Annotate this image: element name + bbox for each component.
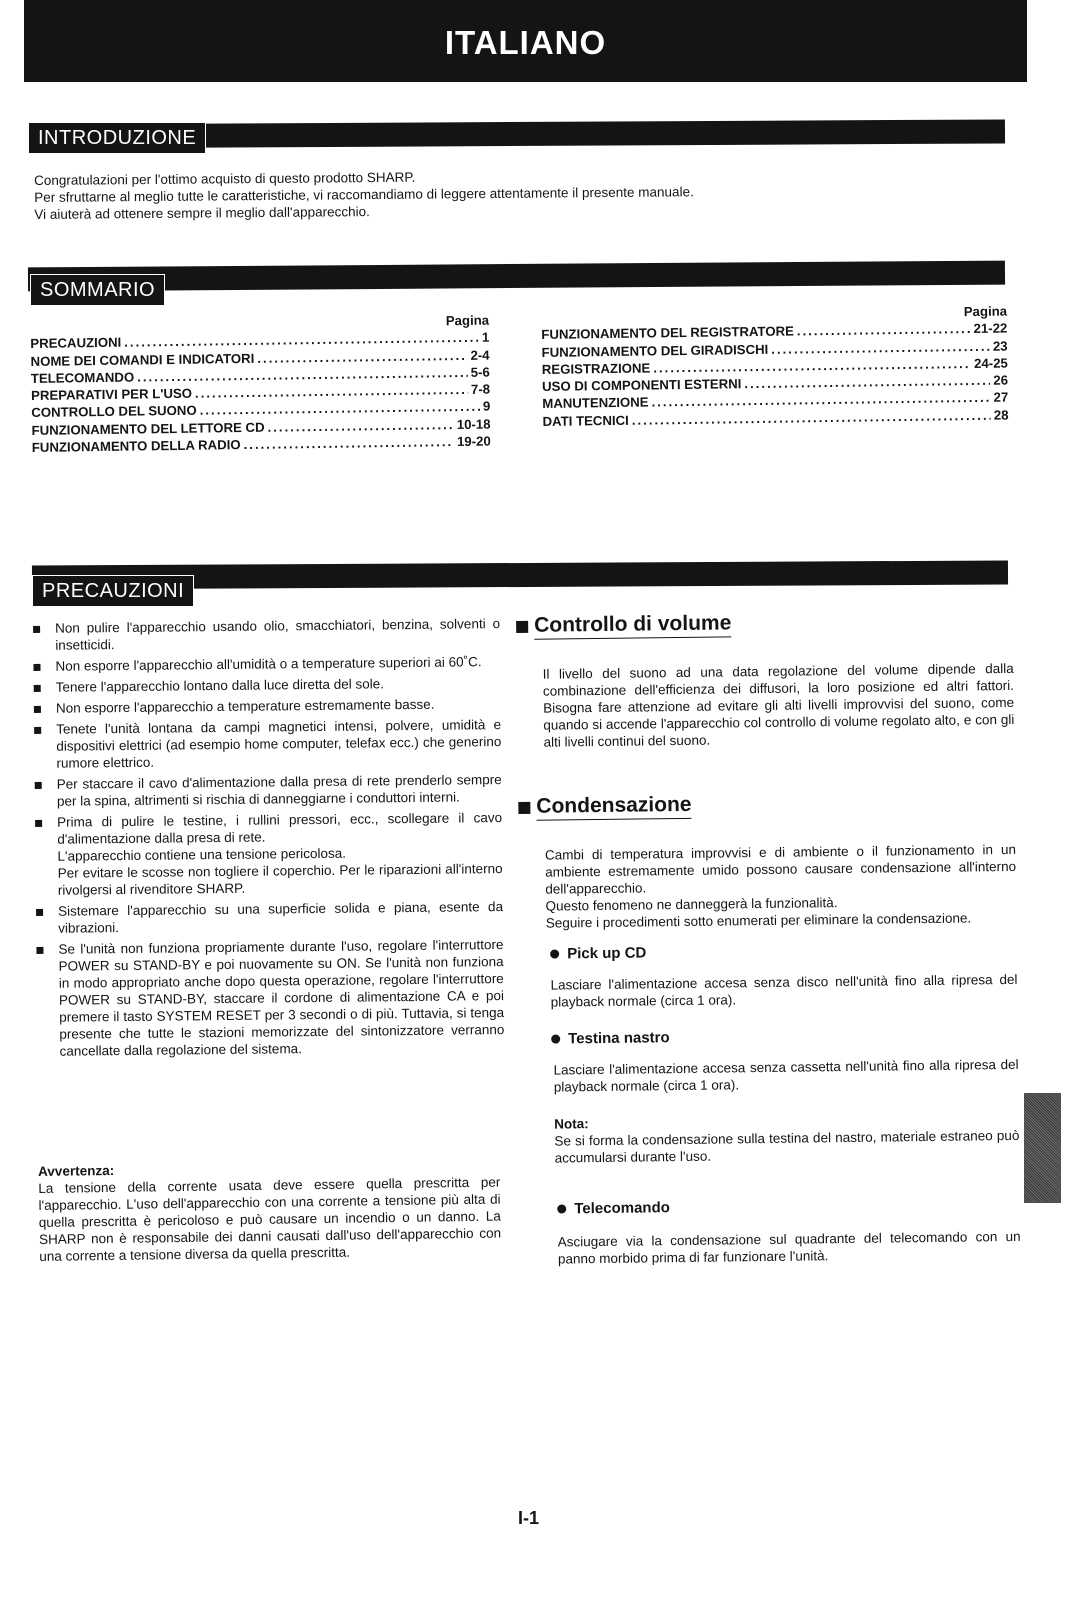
warning-block <box>38 1157 501 1265</box>
list-item: Per staccare il cavo d'alimentazione dalla presa di rete prenderlo sempre per la spina, altrimenti si rischia di danneggiarne i conduttori interni. <box>32 771 502 810</box>
pickup-text: Lasciare l'alimentazione accesa senza disco nell'unità fino alla ripresa del playback normale (circa 1 ora). <box>550 971 1018 1010</box>
volume-text: Il livello del suono ad una data regolazione del volume dipende dalla combinazione dell'efficienza dei diffusori, la loro posizione ed altri fattori. Bisogna fare attenzione ad evitare gli alti livelli improvvisi del suono, come quando si accende l'apparecchio col controllo di volume regolato alto, e con gli alti livelli continui del suono. <box>542 660 1015 750</box>
heading-square-icon <box>518 802 530 814</box>
list-item: Non esporre l'apparecchio a temperature estremamente basse. <box>31 695 501 717</box>
toc-page-label: Pagina <box>963 303 1008 320</box>
list-item: Se l'unità non funziona propriamente durante l'uso, regolare l'interruttore POWER su STAND-BY e poi nuovamente su ON. Se l'unità non funziona in modo appropriato anche dopo questa operazione, regolare l'interruttore POWER su STAND-BY, staccare il cordone di alimentazione CA e poi premere il tasto SYSTEM RESET per 3 secondi o di più. Tuttavia, si tenga presente che tutte le stazioni memorizzate del sintonizzatore verranno cancellate dalla regolazione del sistema. <box>33 936 504 1060</box>
bullet-square-icon <box>35 820 42 827</box>
remote-heading: Telecomando <box>557 1195 1020 1218</box>
toc-entry: REGISTRAZIONE ..... 24-25 <box>542 354 1008 378</box>
pickup-heading: Pick up CD <box>550 940 1017 963</box>
condensation-text: Cambi di temperatura improvvisi e di ambiente o il funzionamento in un ambiente estremamente umido possono causare condensazione all'interno dell'apparecchio. Questo fenomeno ne danneggerà la funzionalità. Seguire i procedimenti sotto enumerati per eliminare la condensazione. <box>544 841 1017 931</box>
tape-heading: Testina nastro <box>551 1025 1018 1048</box>
list-item: Non esporre l'apparecchio all'umidità o a temperature superiori ai 60˚C. <box>30 653 500 675</box>
note-text: Se si forma la condensazione sulla testina del nastro, materiale estraneo può accumularsi durante l'uso. <box>554 1127 1020 1166</box>
list-item: Tenere l'apparecchio lontano dalla luce diretta del sole. <box>31 674 501 696</box>
toc-entry: NOME DEI COMANDI E INDICATORI ..... 2-4 <box>30 346 489 370</box>
condensation-heading: Condensazione <box>518 789 1015 821</box>
intro-text <box>34 165 814 223</box>
toc-entry: PRECAUZIONI ..... 1 <box>30 329 489 353</box>
right-column <box>516 608 1021 1268</box>
list-item: Non pulire l'apparecchio usando olio, smacchiatori, benzina, solventi o insetticidi. <box>30 615 500 654</box>
note-heading: Nota: <box>554 1116 589 1132</box>
toc-entry: FUNZIONAMENTO DEL LETTORE CD ..... 10-18 <box>31 415 490 439</box>
toc-entry: PREPARATIVI PER L'USO ..... 7-8 <box>31 381 490 405</box>
toc-entry: FUNZIONAMENTO DEL GIRADISCHI ..... 23 <box>541 337 1007 361</box>
toc-entry: TELECOMANDO ..... 5-6 <box>31 363 490 387</box>
side-thumb-tab <box>1024 1093 1061 1203</box>
toc-band <box>28 261 1005 292</box>
bullet-square-icon <box>34 685 41 692</box>
list-item: Sistemare l'apparecchio su una superficie solida e piana, esente da vibrazioni. <box>33 898 503 937</box>
bullet-square-icon <box>34 706 41 713</box>
intro-line: Congratulazioni per l'ottimo acquisto di questo prodotto SHARP. <box>34 169 416 188</box>
toc-entry: DATI TECNICI ..... 28 <box>542 406 1008 430</box>
toc-entry: CONTROLLO DEL SUONO ..... 9 <box>31 398 490 422</box>
toc-page-label: Pagina <box>445 312 490 329</box>
warning-text: La tensione della corrente usata deve essere quella prescritta per l'apparecchio. L'uso dell'apparecchio con una corrente a tensione più alta di quella prescritta è pericoloso e può causare un incendio o un danno. La SHARP non è responsabile dei danni causati dall'uso dell'apparecchio con una corrente a tensione diversa da quella prescritta. <box>38 1174 502 1264</box>
bullet-square-icon <box>36 909 43 916</box>
list-item: Prima di pulire le testine, i rullini pressori, ecc., scollegare il cavo d'alimentazione dalla presa di rete. L'apparecchio contiene una tensione pericolosa. Per evitare le scosse non togliere il coperchio. Per le riparazioni all'interno rivolgersi al rivenditore SHARP. <box>32 809 503 899</box>
precautions-heading: PRECAUZIONI <box>32 575 194 606</box>
toc-heading: SOMMARIO <box>30 274 165 305</box>
bullet-square-icon <box>34 727 41 734</box>
remote-text: Asciugare via la condensazione sul quadrante del telecomando con un panno morbido prima di far funzionare l'unità. <box>557 1228 1021 1267</box>
heading-square-icon <box>516 621 528 633</box>
volume-heading: Controllo di volume <box>516 608 1013 640</box>
bullet-square-icon <box>36 947 43 954</box>
intro-line: Per sfruttarne al meglio tutte le caratteristiche, vi raccomandiamo di leggere attentamente il presente manuale. <box>34 184 694 205</box>
toc-right-column <box>541 302 1009 430</box>
precautions-list <box>30 615 505 1064</box>
toc-entry: MANUTENZIONE ..... 27 <box>542 389 1008 413</box>
warning-heading: Avvertenza: <box>38 1162 115 1179</box>
bullet-dot-icon <box>550 949 559 958</box>
toc-left-column <box>30 312 491 457</box>
bullet-dot-icon <box>551 1034 560 1043</box>
toc-entry: FUNZIONAMENTO DEL REGISTRATORE ..... 21-22 <box>541 320 1007 344</box>
note-block <box>554 1110 1020 1167</box>
page-number: I-1 <box>518 1508 540 1528</box>
toc-entry: USO DI COMPONENTI ESTERNI ..... 26 <box>542 372 1008 396</box>
bullet-square-icon <box>33 626 40 633</box>
list-item: Tenete l'unità lontana da campi magnetici intensi, polvere, umidità e dispositivi elettrici (ad esempio home computer, telefax ecc.) che generino rumore elettrico. <box>31 716 502 772</box>
toc-entry: FUNZIONAMENTO DELLA RADIO ..... 19-20 <box>32 433 491 457</box>
bullet-square-icon <box>35 782 42 789</box>
tape-text: Lasciare l'alimentazione accesa senza cassetta nell'unità fino alla ripresa del playback normale (circa 1 ora). <box>553 1056 1019 1095</box>
language-title: ITALIANO <box>24 0 1027 82</box>
intro-line: Vi aiuterà ad ottenere sempre il meglio dall'apparecchio. <box>34 204 370 222</box>
bullet-square-icon <box>33 664 40 671</box>
bullet-dot-icon <box>557 1204 566 1213</box>
intro-heading: INTRODUZIONE <box>28 122 206 153</box>
